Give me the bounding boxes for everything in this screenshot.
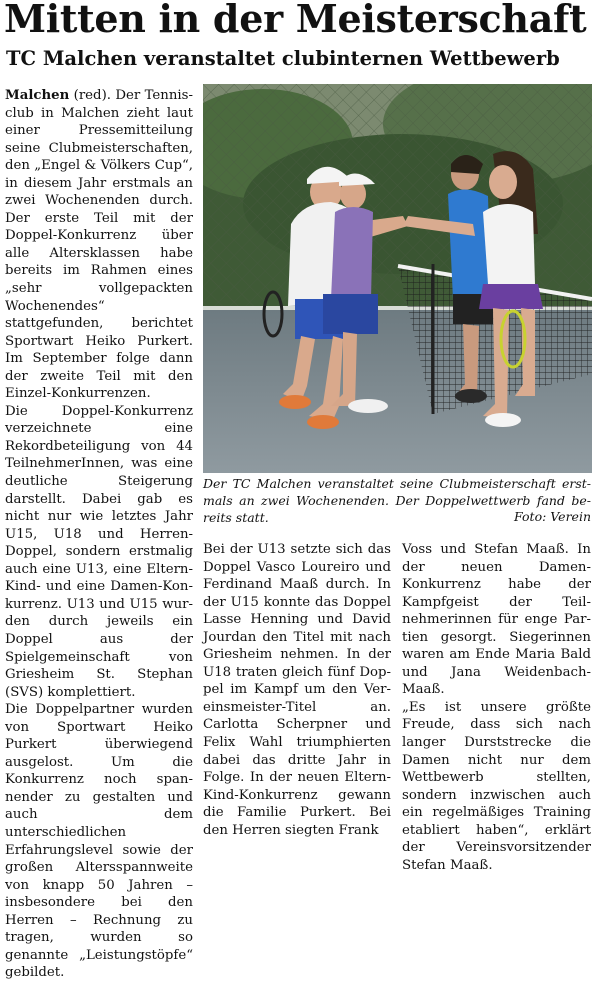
paragraph: Die Doppelpartner wurden von Sportwart Heiko Purkert überwiegend ausgelost. Um die Konkurrenz noch spannender zu gestalten und auch dem unterschiedlichen Erfahrungslevel sowie der großen Altersspannweite von knapp 50 Jahren – insbesondere bei den Herren – Rechnung zu tragen, wurden so genannte „Leistungstöpfe“ gebildet. bbox=[5, 702, 193, 981]
photo-credit: Foto: Verein bbox=[514, 509, 591, 524]
article-column-1 bbox=[5, 87, 193, 982]
subheadline: TC Malchen veranstaltet clubinternen Wettbewerb bbox=[6, 47, 560, 70]
article-photo bbox=[203, 84, 592, 473]
paragraph: Die Doppel-Konkurrenz verzeichnete eine Rekordbeteiligung von 44 TeilnehmerInnen, was eine deutliche Steigerung darstellt. Dabei gab es nicht nur wie letztes Jahr U15, U18 und Herren-Doppel, sondern erstmalig auch eine U13, eine Eltern-Kind- und eine Damen-Konkurrenz. U13 und U15 wurden durch jeweils ein Doppel aus der Spielgemeinschaft von Griesheim St. Stephan (SVS) komplettiert. bbox=[5, 403, 193, 700]
article-column-2 bbox=[203, 541, 391, 839]
tennis-players-photo bbox=[203, 84, 592, 473]
dateline: Malchen bbox=[5, 88, 70, 103]
paragraph bbox=[5, 87, 193, 403]
article-column-3 bbox=[402, 541, 591, 874]
paragraph: Voss und Stefan Maaß. In der neuen Damen-Konkurrenz habe der Kampfgeist der Teilnehmerinnen für enge Partien gesorgt. Siegerinnen waren am Ende Maria Bald und Jana Weidenbach-Maaß. bbox=[402, 542, 591, 698]
paragraph: „Es ist unsere größte Freude, dass sich nach langer Durststrecke die Damen nicht nur dem Wettbewerb stellten, sondern inzwischen auch ein regelmäßiges Training etabliert haben“, erklärt der Vereinsvorsitzender Stefan Maaß. bbox=[402, 699, 591, 873]
paragraph: Bei der U13 setzte sich das Doppel Vasco Loureiro und Ferdinand Maaß durch. In der U15 konnte das Doppel Lasse Henning und David Jourdan den Titel mit nach Griesheim nehmen. In der U18 traten gleich fünf Doppel im Kampf um den Vereinsmeister-Titel an. Carlotta Scherpner und Felix Wahl triumphierten dabei das dritte Jahr in Folge. In der neuen Eltern-Kind-Konkurrenz gewann die Familie Purkert. Bei den Herren siegten Frank bbox=[203, 542, 391, 838]
headline: Mitten in der Meisterschaft bbox=[4, 0, 587, 41]
paragraph-text: (red). Der Tennisclub in Malchen zieht laut einer Pressemitteilung seine Clubmeisterschaften, den „Engel & Völkers Cup“, in diesem Jahr erstmals an zwei Wochenenden durch. Der erste Teil mit der Doppel-Konkurrenz über alle Altersklassen habe bereits im Rahmen eines „sehr vollgepackten Wochenendes“ stattgefunden, berichtet Sportwart Heiko Purkert. Im September folge dann der zweite Teil mit den Einzel-Konkurrenzen. bbox=[5, 88, 193, 402]
photo-caption: Der TC Malchen veranstaltet seine Clubmeisterschaft erstmals an zwei Wochenenden. Der Doppelwettwerb fand bereits statt. bbox=[203, 476, 591, 525]
